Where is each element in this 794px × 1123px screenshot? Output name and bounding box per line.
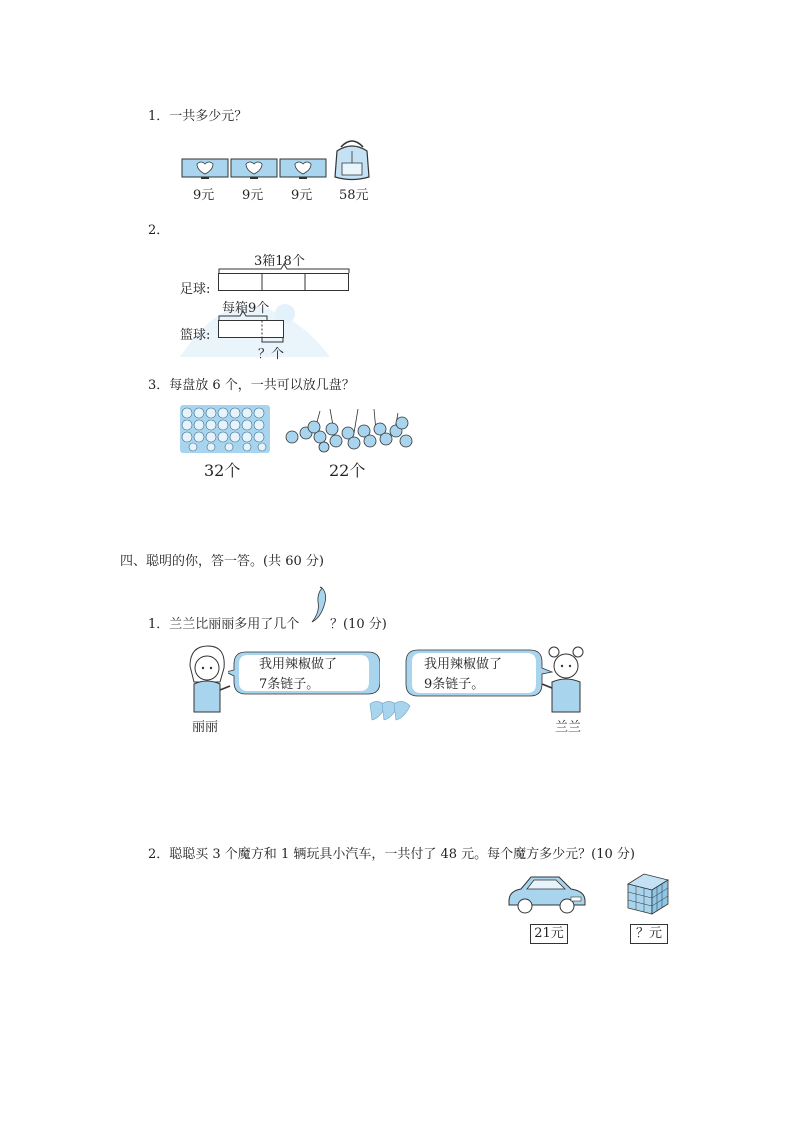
q4-1-prompt-after: ？(10 分): [330, 617, 387, 632]
q3-1-prompt: 1．一共多少元？: [148, 109, 248, 124]
heart-pillow-icon: [279, 158, 327, 180]
lili-name: 丽丽: [192, 720, 219, 735]
q3-2-prompt: 2．: [148, 223, 170, 238]
q4-2-prompt: 2．聪聪买 3 个魔方和 1 辆玩具小汽车，一共付了 48 元。每个魔方多少元？(10 分): [148, 847, 635, 862]
lanlan-name: 兰兰: [555, 720, 582, 735]
cherry-pile-icon: [284, 403, 416, 455]
strawberry-pile-icon: [178, 403, 272, 455]
lanlan-bubble-line2: 9条链子。: [424, 677, 485, 692]
chili-pepper-icon: [310, 586, 330, 626]
question-label: ？个: [258, 347, 285, 362]
backpack-icon: [333, 137, 371, 181]
rubiks-cube-icon: [624, 870, 672, 916]
q3-3-prompt: 3．每盘放 6 个，一共可以放几盘？: [148, 378, 355, 393]
girl-lili-icon: [180, 644, 234, 714]
football-bar: [218, 273, 350, 293]
football-total-label: 3箱18个: [254, 254, 305, 269]
cube-price: ？元: [630, 924, 668, 944]
q4-1-prompt-before: 1．兰兰比丽丽多用了几个: [148, 617, 300, 632]
lanlan-bubble-line1: 我用辣椒做了: [424, 657, 503, 672]
basketball-bar: [218, 320, 286, 344]
cherry-count: 22个: [329, 461, 366, 480]
lili-bubble-line2: 7条链子。: [259, 677, 320, 692]
heart-pillow-icon: [230, 158, 278, 180]
price-label: 58元: [339, 188, 369, 203]
football-label: 足球:: [180, 282, 211, 297]
heart-pillow-icon: [181, 158, 229, 180]
car-price: 21元: [530, 924, 568, 944]
basketball-label: 篮球:: [180, 328, 211, 343]
price-label: 9元: [193, 188, 215, 203]
price-label: 9元: [291, 188, 313, 203]
strawberry-count: 32个: [204, 461, 241, 480]
basketball-each-label: 每箱9个: [222, 301, 270, 316]
lili-bubble-line1: 我用辣椒做了: [259, 657, 338, 672]
section4-heading: 四、聪明的你，答一答。(共 60 分): [120, 554, 324, 569]
girl-lanlan-icon: [538, 644, 594, 714]
chili-chain-icon: [368, 696, 418, 726]
price-label: 9元: [242, 188, 264, 203]
toy-car-icon: [505, 871, 589, 917]
